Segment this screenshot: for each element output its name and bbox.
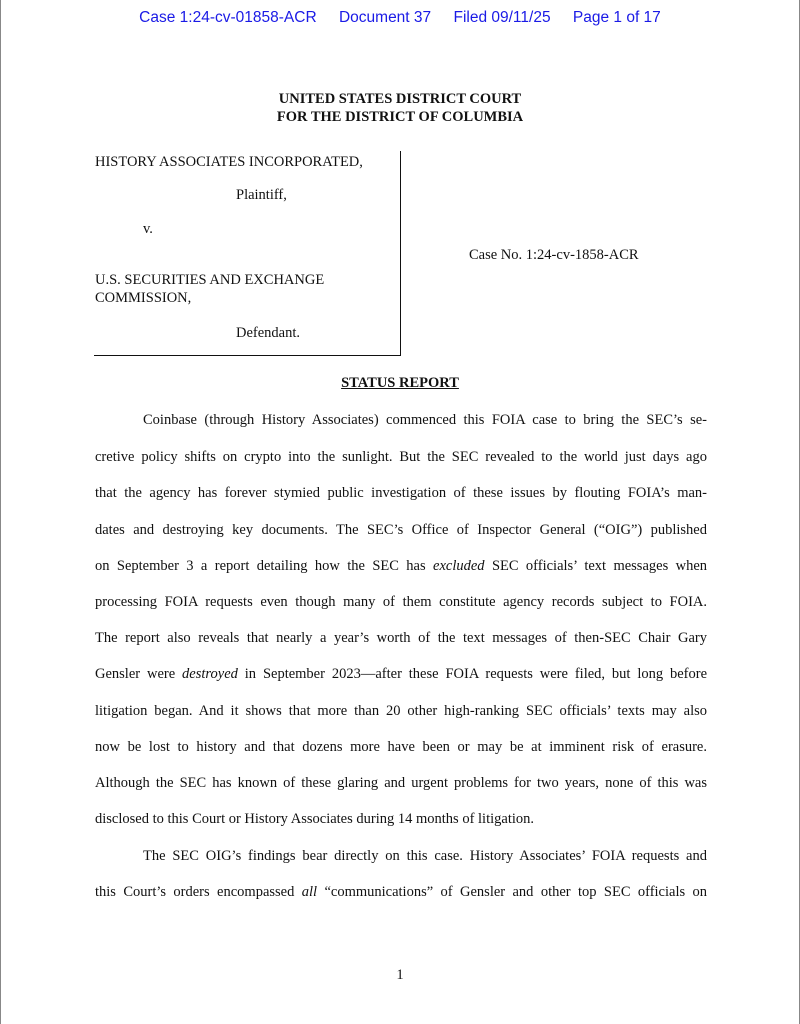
body-line: litigation began. And it shows that more than 20 other high-ranking SEC officials’ texts may also bbox=[95, 703, 707, 719]
defendant-name-line1: U.S. SECURITIES AND EXCHANGE bbox=[95, 272, 325, 288]
court-title-line1: UNITED STATES DISTRICT COURT bbox=[278, 91, 522, 107]
defendant-name-line2: COMMISSION, bbox=[95, 290, 192, 306]
ecf-header bbox=[0, 9, 800, 27]
court-title-line2: FOR THE DISTRICT OF COLUMBIA bbox=[276, 109, 524, 125]
page-number: 1 bbox=[396, 967, 404, 983]
body-line: cretive policy shifts on crypto into the sunlight. But the SEC revealed to the world just days ago bbox=[95, 449, 707, 465]
body-line: this Court’s orders encompassed all “communications” of Gensler and other top SEC officials on bbox=[95, 884, 708, 900]
ecf-page-count: Page 1 of 17 bbox=[572, 9, 661, 26]
court-title bbox=[0, 90, 800, 126]
body-line: on September 3 a report detailing how the SEC has excluded SEC officials’ text messages when bbox=[95, 558, 708, 574]
body-line: dates and destroying key documents. The SEC’s Office of Inspector General (“OIG”) published bbox=[95, 522, 707, 538]
emphasis-all: all bbox=[301, 884, 318, 900]
report-title: STATUS REPORT bbox=[341, 375, 459, 391]
body-line: The report also reveals that nearly a year’s worth of the text messages of then-SEC Chair Gary bbox=[95, 630, 707, 646]
caption-divider-horizontal bbox=[94, 355, 401, 356]
ecf-document-number: Document 37 bbox=[338, 9, 432, 26]
ecf-filed-date: Filed 09/11/25 bbox=[453, 9, 551, 26]
body-line: that the agency has forever stymied public investigation of these issues by flouting FOIA’s man- bbox=[95, 485, 707, 501]
ecf-case-number: Case 1:24-cv-01858-ACR bbox=[139, 9, 317, 26]
plaintiff-role: Plaintiff, bbox=[236, 187, 287, 203]
body-line: The SEC OIG’s findings bear directly on this case. History Associates’ FOIA requests and bbox=[143, 848, 707, 864]
body-line: Coinbase (through History Associates) commenced this FOIA case to bring the SEC’s se- bbox=[143, 412, 707, 428]
defendant-role: Defendant. bbox=[236, 325, 301, 341]
caption-divider-vertical bbox=[400, 151, 401, 356]
case-number: Case No. 1:24-cv-1858-ACR bbox=[469, 247, 639, 263]
body-line: disclosed to this Court or History Associates during 14 months of litigation. bbox=[95, 811, 535, 827]
body-line: processing FOIA requests even though many of them constitute agency records subject to FOIA. bbox=[95, 594, 707, 610]
body-line: Gensler were destroyed in September 2023—after these FOIA requests were filed, but long before bbox=[95, 666, 708, 682]
emphasis-destroyed: destroyed bbox=[182, 666, 238, 682]
emphasis-excluded: excluded bbox=[433, 558, 485, 574]
body-line: Although the SEC has known of these glaring and urgent problems for two years, none of this was bbox=[95, 775, 707, 791]
versus: v. bbox=[143, 221, 153, 237]
body-line: now be lost to history and that dozens more have been or may be at imminent risk of erasure. bbox=[95, 739, 707, 755]
page-edge-left bbox=[0, 0, 1, 1024]
plaintiff-name: HISTORY ASSOCIATES INCORPORATED, bbox=[95, 154, 363, 170]
